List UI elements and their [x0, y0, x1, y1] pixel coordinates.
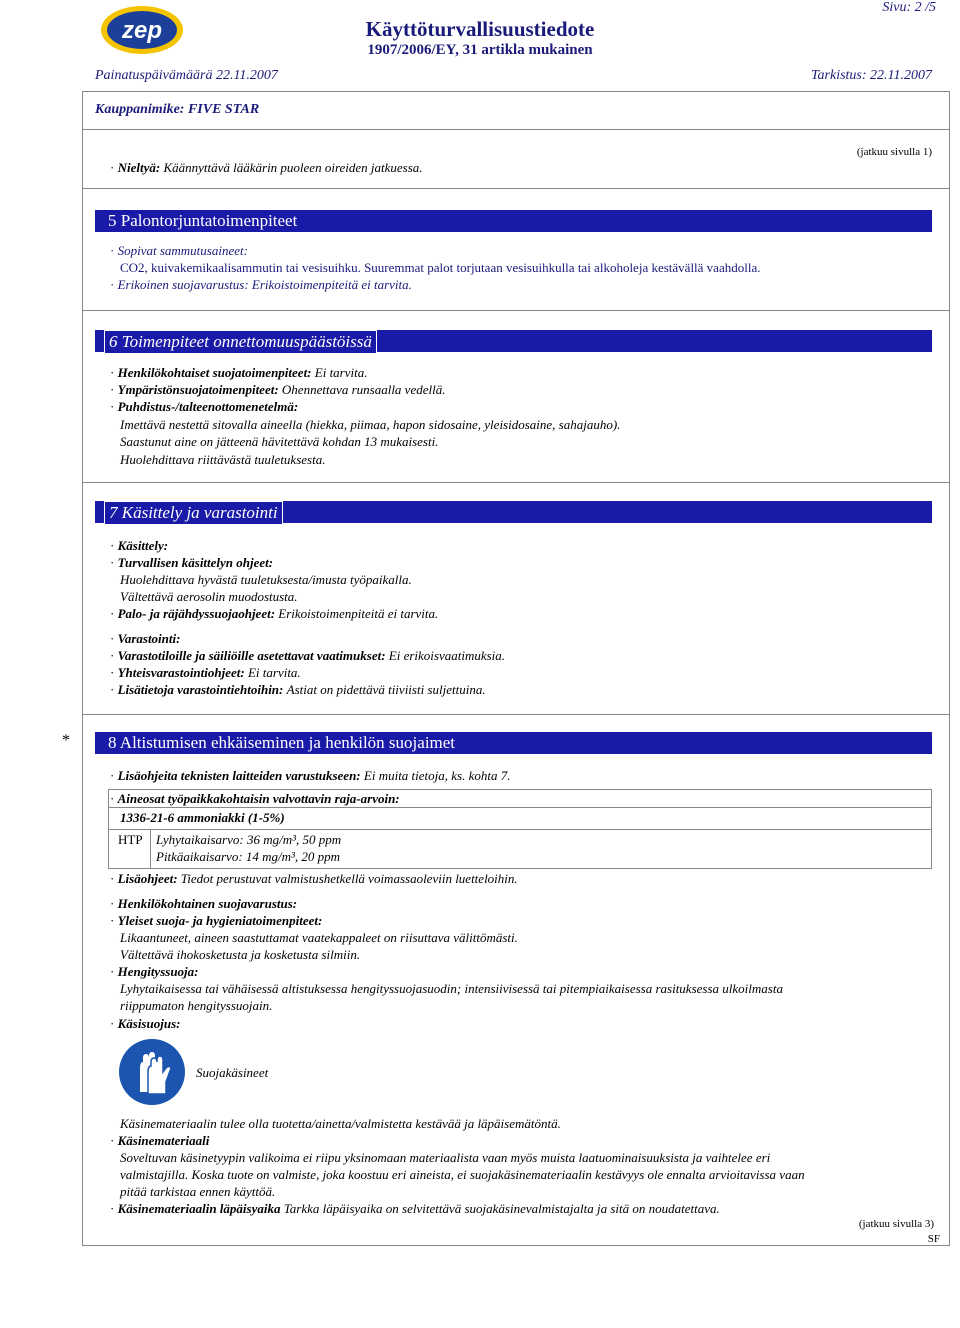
print-date: Painatuspäivämäärä 22.11.2007: [95, 68, 278, 83]
hyg-label: Yleiset suoja- ja hygieniatoimenpiteet:: [117, 913, 323, 928]
add-label: Lisäohjeet:: [117, 871, 178, 886]
engineering-controls: · Lisäohjeita teknisten laitteiden varustukseen: Ei muita tietoja, ks. kohta 7.: [110, 768, 511, 783]
substance-row: 1336-21-6 ammoniakki (1-5%): [120, 810, 285, 825]
language-code: SF: [927, 1233, 940, 1245]
equip-text: Erikoistoimenpiteitä ei tarvita.: [251, 277, 412, 292]
tech-text: Ei muita tietoja, ks. kohta 7.: [363, 768, 511, 783]
material-line-3: pitää tarkistaa ennen käyttöä.: [120, 1184, 276, 1199]
fire-protection: · Palo- ja räjähdyssuojaohjeet: Erikoistoimenpiteitä ei tarvita.: [110, 606, 439, 621]
section-7-header: [95, 501, 932, 523]
hygiene-measures: · Yleiset suoja- ja hygieniatoimenpiteet:: [110, 913, 323, 928]
revision-marker: *: [62, 732, 70, 749]
gloves-icon: [118, 1038, 186, 1106]
continued-to: (jatkuu sivulla 3): [858, 1218, 934, 1230]
glove-caption: Suojakäsineet: [196, 1065, 269, 1080]
hygiene-line-1: Likaantuneet, aineen saastuttamat vaatekappaleet on riisuttava välittömästi.: [120, 930, 518, 945]
table-divider: [150, 829, 151, 869]
add-text: Tiedot perustuvat valmistushetkellä voimassaoleviin luetteloihin.: [180, 871, 518, 886]
section-6-header: [95, 330, 932, 352]
more-label: Lisätietoja varastointiehtoihin:: [117, 682, 284, 697]
additional-info: · Lisäohjeet: Tiedot perustuvat valmistushetkellä voimassaoleviin luetteloihin.: [110, 871, 518, 886]
cleanup-methods: · Puhdistus-/talteenottomenetelmä:: [110, 399, 299, 414]
material-line-1: Soveltuvan käsinetyypin valikoima ei riipu yksinomaan materiaalista vaan myös muista laatuominaisuuksista ja vaihtelee eri: [120, 1150, 771, 1165]
htp-label: HTP: [118, 832, 143, 847]
tech-label: Lisäohjeita teknisten laitteiden varustukseen:: [117, 768, 361, 783]
nausea-line: · Nieltyä: Käännyttävä lääkärin puoleen oireiden jatkuessa.: [110, 160, 423, 175]
revision-date: Tarkistus: 22.11.2007: [811, 68, 932, 83]
short-term-value: Lyhytaikaisarvo: 36 mg/m³, 50 ppm: [156, 832, 342, 847]
equip-label: Erikoinen suojavarustus:: [117, 277, 249, 292]
fire-label: Palo- ja räjähdyssuojaohjeet:: [117, 606, 276, 621]
logo-text: zep: [121, 17, 163, 44]
resp-line-2: riippumaton hengityssuojain.: [120, 998, 273, 1013]
divider: [82, 310, 950, 311]
cleanup-line-3: Huolehdittava riittävästä tuuletuksesta.: [120, 452, 326, 467]
table-divider: [108, 807, 932, 808]
protective-equipment: · Erikoinen suojavarustus: Erikoistoimenpiteitä ei tarvita.: [110, 277, 412, 292]
section-5-title: 5 Palontorjuntatoimenpiteet: [108, 211, 298, 230]
hand-label: Käsisuojus:: [117, 1016, 181, 1031]
pen-label: Käsinemateriaalin läpäisyaika: [117, 1201, 281, 1216]
continued-from: (jatkuu sivulla 1): [856, 146, 932, 158]
storage-info: · Lisätietoja varastointiehtoihin: Astiat on pidettävä tiiviisti suljettuina.: [110, 682, 486, 697]
agents-text: CO2, kuivakemikaalisammutin tai vesisuihku. Suuremmat palot torjutaan vesisuihkulla tai alkoholeja kestävällä vaahdolla.: [120, 260, 761, 275]
glove-material: · Käsinemateriaali: [110, 1133, 210, 1148]
section-8-header: [95, 732, 932, 754]
req-label: Varastotiloille ja säiliöille asetettavat vaatimukset:: [117, 648, 386, 663]
more-text: Astiat on pidettävä tiiviisti suljettuina.: [286, 682, 486, 697]
section-5-header: [95, 210, 932, 232]
env-text: Ohennettava runsaalla vedellä.: [281, 382, 446, 397]
exposure-limits-heading: · Aineosat työpaikkakohtaisin valvottavin raja-arvoin:: [110, 791, 400, 806]
long-term-value: Pitkäaikaisarvo: 14 mg/m³, 20 ppm: [156, 849, 341, 864]
trade-name: Kauppanimike: FIVE STAR: [95, 102, 260, 117]
resp-line-1: Lyhytaikaisessa tai vähäisessä altistuksessa hengityssuojasuodin; intensiivisessä tai pitempiaikaisessa rasituksessa ulkoilmasta: [120, 981, 783, 996]
personal-precautions: · Henkilökohtaiset suojatoimenpiteet: Ei tarvita.: [110, 365, 368, 380]
environmental-precautions: · Ympäristönsuojatoimenpiteet: Ohennettava runsaalla vedellä.: [110, 382, 446, 397]
page-number: Sivu: 2 /5: [882, 0, 936, 15]
safe-handling: · Turvallisen käsittelyn ohjeet:: [110, 555, 274, 570]
mat-label: Käsinemateriaali: [117, 1133, 210, 1148]
joint-label: Yhteisvarastointiohjeet:: [117, 665, 245, 680]
hand-protection: · Käsisuojus:: [110, 1016, 181, 1031]
penetration-time: · Käsinemateriaalin läpäisyaika Tarkka läpäisyaika on selvitettävä suojakäsinevalmistajalta ja sitä on noudatettava.: [110, 1201, 720, 1216]
section-7-title: 7 Käsittely ja varastointi: [104, 501, 283, 525]
divider: [82, 188, 950, 189]
fire-text: Erikoistoimenpiteitä ei tarvita.: [278, 606, 439, 621]
safe-line-2: Vältettävä aerosolin muodostusta.: [120, 589, 298, 604]
section-8-title: 8 Altistumisen ehkäiseminen ja henkilön suojaimet: [108, 733, 456, 752]
resp-label: Hengityssuoja:: [117, 964, 199, 979]
storage: · Varastointi:: [110, 631, 181, 646]
handling-label: Käsittely:: [117, 538, 169, 553]
storage-label: Varastointi:: [117, 631, 181, 646]
hygiene-line-2: Vältettävä ihokosketusta ja kosketusta silmiin.: [120, 947, 361, 962]
nausea-text: Käännyttävä lääkärin puoleen oireiden jatkuessa.: [163, 160, 423, 175]
hand-text: Käsinemateriaalin tulee olla tuotetta/ainetta/valmistetta kestävää ja läpäisemätöntä.: [120, 1116, 561, 1131]
personal-label: Henkilökohtaiset suojatoimenpiteet:: [117, 365, 312, 380]
cleanup-line-2: Saastunut aine on jätteenä hävitettävä kohdan 13 mukaisesti.: [120, 434, 439, 449]
req-text: Ei erikoisvaatimuksia.: [388, 648, 506, 663]
section-6-title: 6 Toimenpiteet onnettomuuspäästöissä: [104, 330, 377, 354]
cleanup-line-1: Imettävä nestettä sitovalla aineella (hiekka, piimaa, hapon sidosaine, yleisidosaine, sahajauho).: [120, 417, 621, 432]
document-title: Käyttöturvallisuustiedote: [365, 17, 595, 41]
extinguishing-agents: · Sopivat sammutusaineet:: [110, 243, 248, 258]
divider: [82, 714, 950, 715]
pen-text: Tarkka läpäisyaika on selvitettävä suojakäsinevalmistajalta ja sitä on noudatettava.: [283, 1201, 720, 1216]
personal-text: Ei tarvita.: [314, 365, 368, 380]
document-subtitle: 1907/2006/EY, 31 artikla mukainen: [367, 42, 593, 58]
limits-label: Aineosat työpaikkakohtaisin valvottavin raja-arvoin:: [117, 791, 400, 806]
clean-label: Puhdistus-/talteenottomenetelmä:: [117, 399, 299, 414]
divider: [82, 482, 950, 483]
nausea-label: Nieltyä:: [117, 160, 161, 175]
handling: · Käsittely:: [110, 538, 169, 553]
storage-requirements: · Varastotiloille ja säiliöille asetettavat vaatimukset: Ei erikoisvaatimuksia.: [110, 648, 506, 663]
agents-label: Sopivat sammutusaineet:: [117, 243, 248, 258]
ppe-label: Henkilökohtainen suojavarustus:: [117, 896, 298, 911]
joint-text: Ei tarvita.: [247, 665, 301, 680]
table-divider: [108, 829, 932, 830]
safe-line-1: Huolehdittava hyvästä tuuletuksesta/imusta työpaikalla.: [120, 572, 412, 587]
respiratory-protection: · Hengityssuoja:: [110, 964, 199, 979]
ppe: · Henkilökohtainen suojavarustus:: [110, 896, 298, 911]
joint-storage: · Yhteisvarastointiohjeet: Ei tarvita.: [110, 665, 301, 680]
env-label: Ympäristönsuojatoimenpiteet:: [117, 382, 279, 397]
divider: [82, 129, 950, 130]
material-line-2: valmistajilla. Koska tuote on valmiste, joka koostuu eri aineista, ei suojakäsinemateriaalin kestävyys ole ennalta arvioitavissa vaan: [120, 1167, 805, 1182]
safe-label: Turvallisen käsittelyn ohjeet:: [117, 555, 274, 570]
